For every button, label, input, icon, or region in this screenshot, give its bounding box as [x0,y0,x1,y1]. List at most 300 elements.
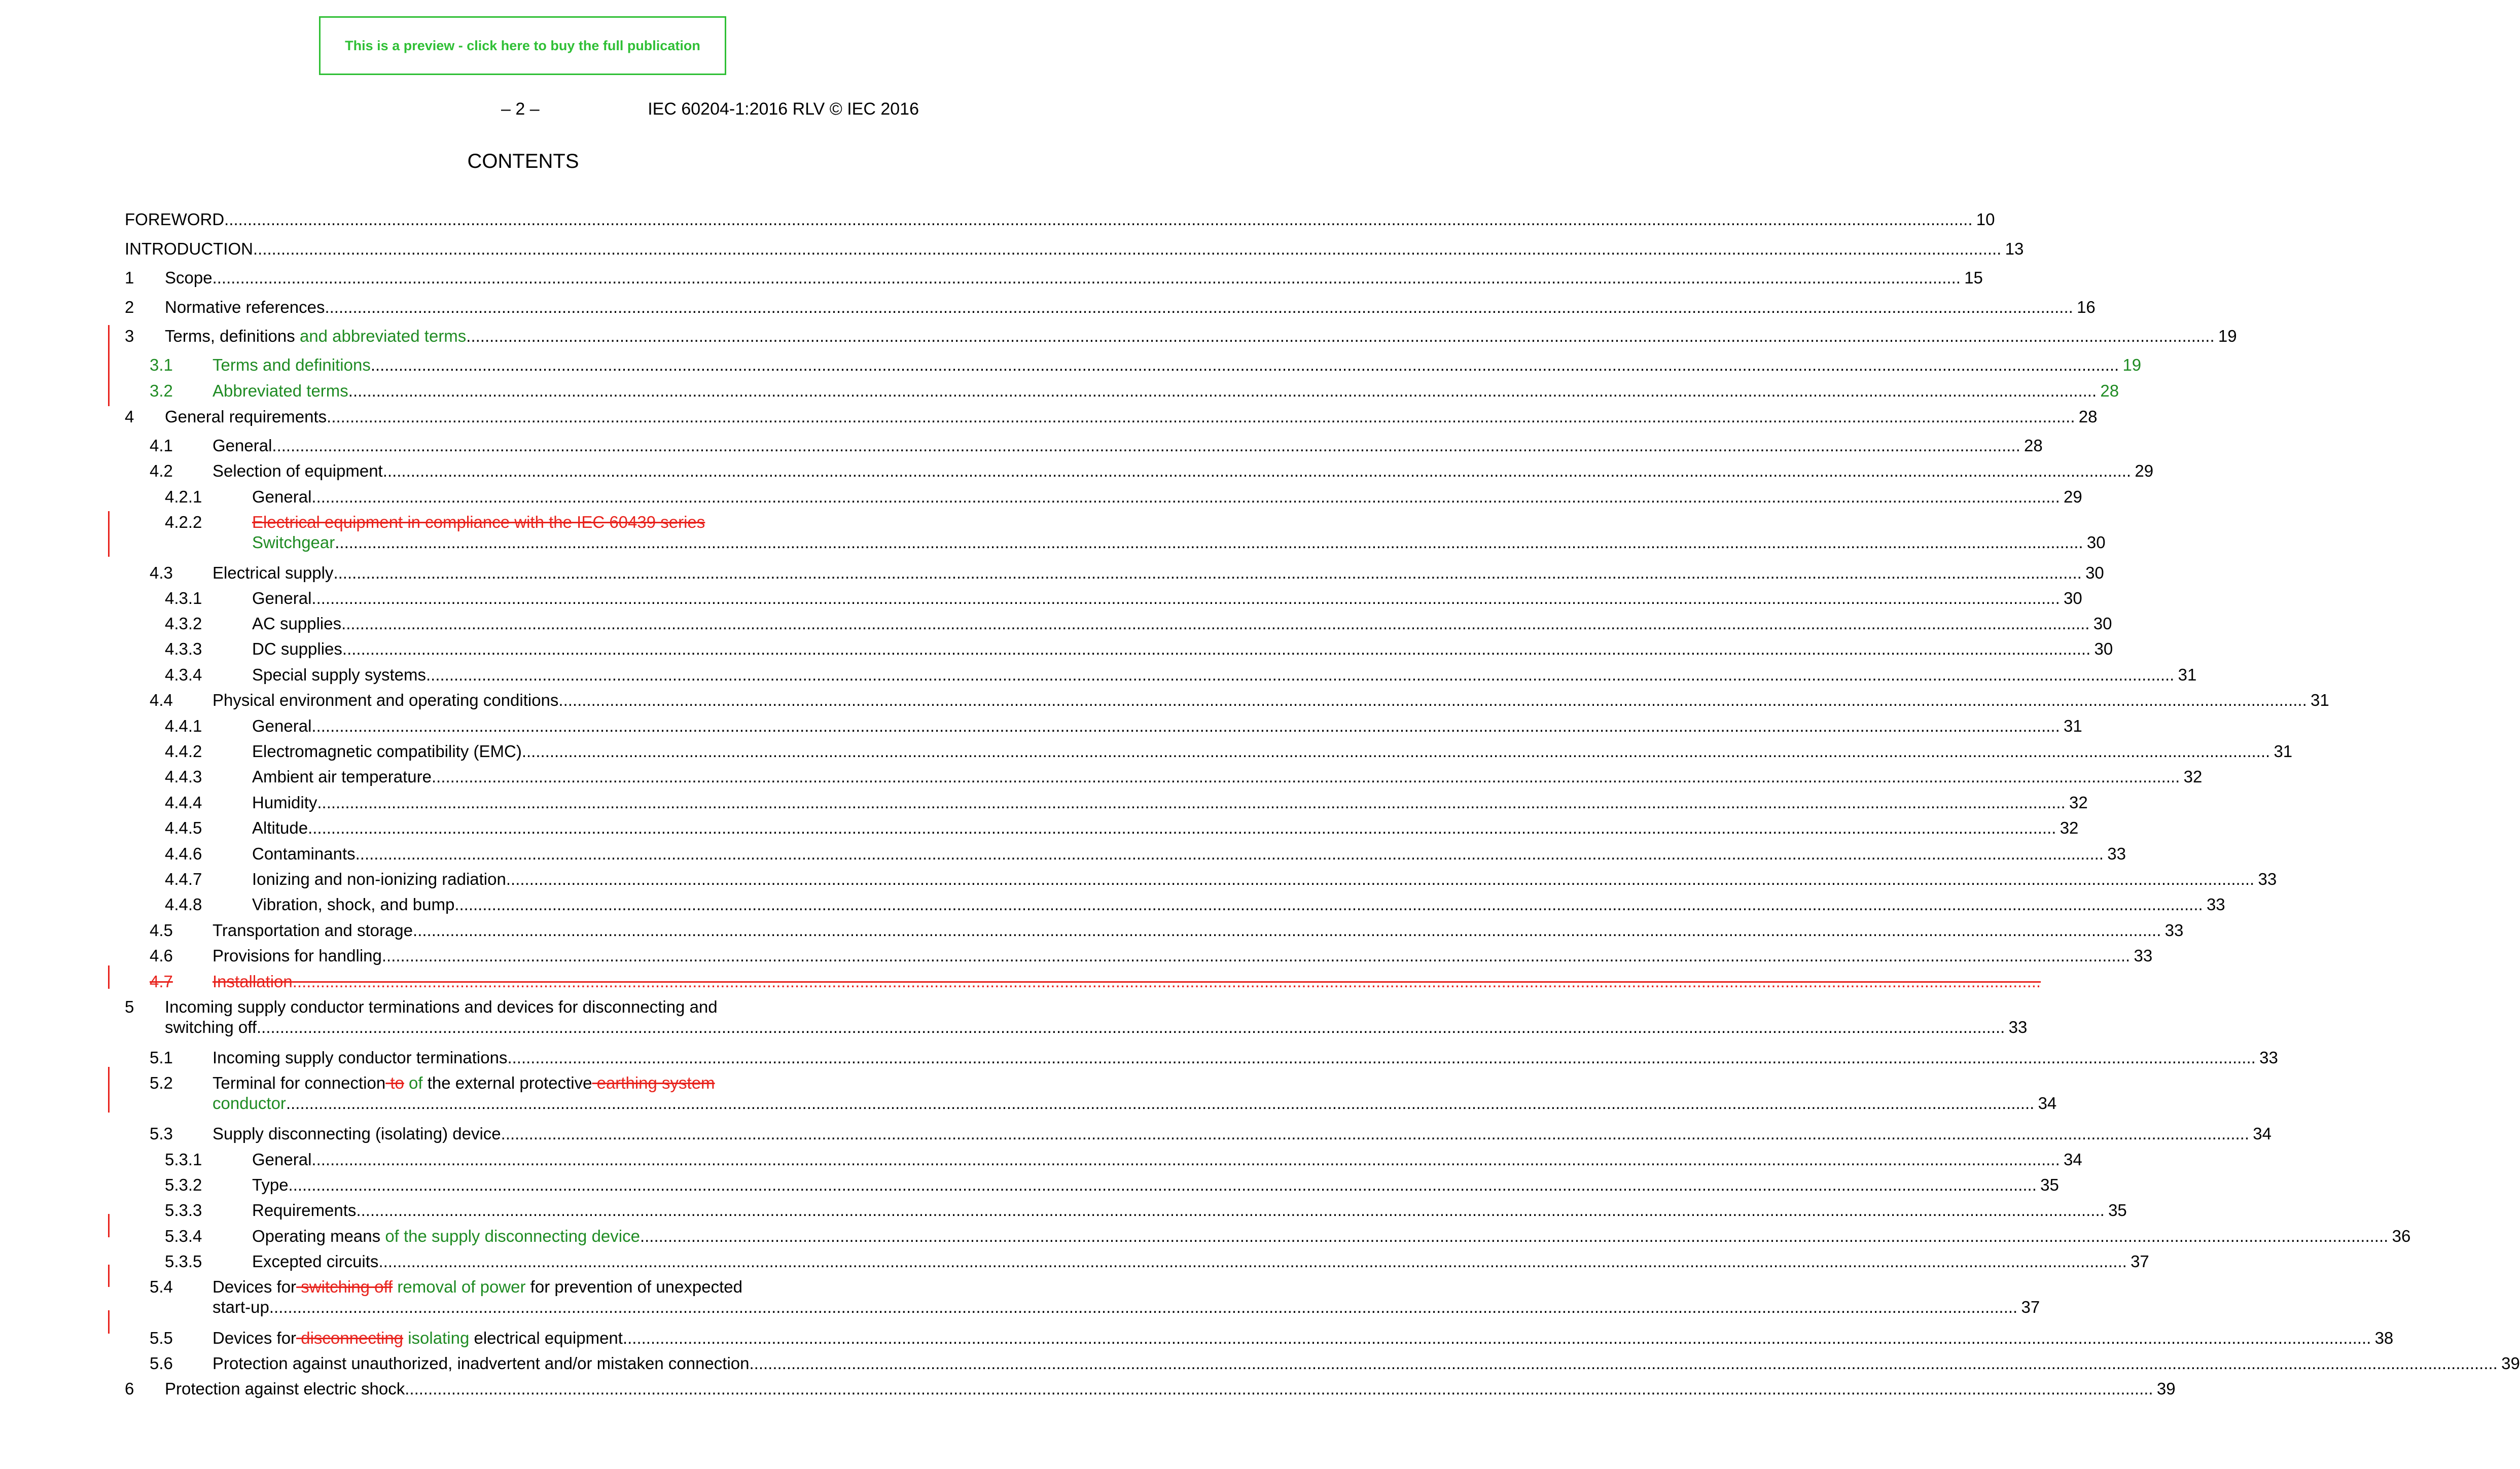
toc-title [212,1093,286,1114]
toc-page-number: 30 [2085,563,2104,582]
toc-title-segment: Vibration, shock, and bump [252,895,455,914]
toc-title [212,972,293,992]
toc-page-number: 28 [2100,381,2119,400]
toc-title [212,461,383,481]
toc-title-segment: Ambient air temperature [252,767,432,786]
toc-entry[interactable] [0,563,2104,583]
toc-title [212,920,413,941]
toc-page-number: 33 [2259,1048,2278,1067]
toc-page-number: 31 [2178,665,2197,684]
toc-title [252,894,454,915]
toc-title [212,1328,623,1348]
toc-entry[interactable] [0,1048,2278,1068]
toc-page-number: 33 [2206,895,2225,914]
dot-leader: ........................................................................................................................................................................................................................................................................................................................................................................................ [432,767,2180,786]
toc-page-number: 34 [2253,1124,2271,1143]
toc-title [252,1226,640,1246]
toc-title-segment: Excepted circuits [252,1252,379,1271]
dot-leader: ........................................................................................................................................................................................................................................................................................................................................................................................ [640,1227,2389,1245]
toc-line [165,297,2096,317]
dot-leader: ........................................................................................................................................................................................................................................................................................................................................................................................ [272,436,2020,455]
dot-leader: ........................................................................................................................................................................................................................................................................................................................................................................................ [622,1329,2371,1347]
toc-number: 4.4.2 [165,742,202,761]
toc-page-number: 35 [2040,1175,2059,1194]
toc-title-segment: earthing system [592,1073,715,1092]
toc-line [165,1017,2028,1037]
toc-entry[interactable] [0,1175,2059,1195]
toc-number: 5.3.3 [165,1201,202,1220]
toc-page-number: 32 [2069,793,2088,812]
toc-title [165,997,718,1017]
toc-title-segment: Provisions for handling [212,946,382,965]
toc-entry[interactable] [0,1353,2520,1374]
toc-title-segment: Abbreviated terms [212,381,348,400]
toc-title-segment: Terminal for connection [212,1073,386,1092]
toc-page-number: 31 [2274,742,2293,761]
dot-leader: ........................................................................................................................................................................................................................................................................................................................................................................................ [356,1201,2105,1220]
toc-number: 5.2 [150,1073,173,1092]
toc-entry[interactable] [0,818,2079,838]
toc-line [212,1093,2057,1114]
toc-line [165,268,1983,288]
toc-number: 5.3.2 [165,1175,202,1194]
toc-title-segment: start-up [212,1298,269,1316]
toc-number: 5.3.1 [165,1150,202,1169]
toc-title [252,869,506,889]
toc-line [252,1150,2082,1170]
toc-title [212,690,558,710]
toc-page-number: 37 [2021,1298,2040,1316]
buy-full-publication-link[interactable] [319,16,726,75]
toc-number: 4.1 [150,436,173,455]
toc-number: 4.4.7 [165,870,202,888]
toc-page-number: 33 [2164,921,2184,940]
dot-leader: ........................................................................................................................................................................................................................................................................................................................................................................................ [425,665,2175,684]
toc-line [165,326,2237,346]
toc-title-segment: switching off [296,1277,393,1296]
toc-number: 5.3.4 [165,1227,202,1245]
toc-title [212,1048,507,1068]
toc-line [212,1328,2394,1348]
toc-title-segment: General [252,589,312,607]
toc-title-segment: Protection against unauthorized, inadvertent and/or mistaken connection [212,1354,750,1373]
dot-leader: ........................................................................................................................................................................................................................................................................................................................................................................................ [311,487,2060,506]
toc-number: 4.2 [150,461,173,480]
toc-title-segment: General [252,487,312,506]
toc-page-number: 37 [2131,1252,2149,1271]
toc-entry[interactable] [0,461,2154,481]
toc-number: 5 [125,997,134,1016]
dot-leader: ........................................................................................................................................................................................................................................................................................................................................................................................ [348,381,2097,400]
toc-number: 4.3.3 [165,639,202,658]
toc-entry[interactable] [0,532,2106,553]
toc-entry[interactable] [0,972,2041,992]
toc-title-segment: for prevention of unexpected [525,1277,742,1296]
toc-line [252,487,2082,507]
toc-page-number: 31 [2311,691,2329,709]
dot-leader: ........................................................................................................................................................................................................................................................................................................................................................................................ [370,355,2119,374]
toc-entry[interactable] [0,741,2293,762]
toc-entry[interactable] [0,1200,2127,1221]
dot-leader: ........................................................................................................................................................................................................................................................................................................................................................................................ [355,844,2104,863]
toc-title [125,209,224,230]
toc-title [165,1017,257,1037]
toc-title [212,1277,742,1297]
toc-page-number: 28 [2078,407,2098,426]
toc-title-segment: Ionizing and non-ionizing radiation [252,870,506,888]
toc-title [212,563,333,583]
toc-page-number: 15 [1964,268,1983,287]
toc-entry[interactable] [0,946,2153,966]
toc-title [252,532,335,553]
toc-title [212,1353,750,1374]
toc-page-number: 32 [2183,767,2203,786]
toc-title [165,268,212,288]
toc-page-number: 19 [2122,355,2142,374]
toc-title-segment: Type [252,1175,289,1194]
toc-page-number: 33 [2008,1018,2028,1036]
toc-title-segment: Electrical equipment in compliance with the IEC 60439 series [252,513,705,531]
toc-entry[interactable] [0,239,2024,259]
toc-entry[interactable] [0,355,2142,375]
dot-leader: ........................................................................................................................................................................................................................................................................................................................................................................................ [325,298,2073,316]
toc-line [252,818,2079,838]
toc-entry[interactable] [0,297,2096,317]
toc-entry[interactable] [0,1226,2411,1246]
toc-title-segment: General [252,1150,312,1169]
toc-title-segment: Special supply systems [252,665,426,684]
toc-page-number: 30 [2086,533,2106,552]
dot-leader: ........................................................................................................................................................................................................................................................................................................................................................................................ [506,870,2255,888]
toc-line [252,1200,2127,1221]
toc-entry[interactable] [0,1150,2082,1170]
toc-page-number: 19 [2218,327,2237,345]
toc-line [212,381,2119,401]
toc-title-segment: Transportation and storage [212,921,413,940]
dot-leader: ........................................................................................................................................................................................................................................................................................................................................................................................ [317,793,2066,812]
dot-leader: ........................................................................................................................................................................................................................................................................................................................................................................................ [378,1252,2127,1271]
toc-title-segment: the external protective [422,1073,592,1092]
toc-line [125,239,2024,259]
dot-leader: ........................................................................................................................................................................................................................................................................................................................................................................................ [212,268,1961,287]
toc-entry[interactable] [0,588,2082,608]
dot-leader: ........................................................................................................................................................................................................................................................................................................................................................................................ [558,691,2307,709]
toc-entry[interactable] [0,1379,2176,1399]
toc-number: 3.2 [150,381,173,400]
toc-number: 4 [125,407,134,426]
toc-number: 4.5 [150,921,173,940]
toc-title-segment: INTRODUCTION [125,239,253,258]
toc-line [212,1073,924,1093]
toc-entry[interactable] [0,639,2113,659]
toc-entry[interactable] [0,1328,2394,1348]
toc-line [252,1251,2149,1272]
toc-number: 5.3.5 [165,1252,202,1271]
toc-line [212,1353,2520,1374]
toc-number: 5.5 [150,1329,173,1347]
dot-leader: ........................................................................................................................................................................................................................................................................................................................................................................................ [413,921,2161,940]
dot-leader: ........................................................................................................................................................................................................................................................................................................................................................................................ [311,1150,2060,1169]
dot-leader: ........................................................................................................................................................................................................................................................................................................................................................................................ [521,742,2270,761]
toc-line [212,1048,2278,1068]
toc-title-segment: General [252,716,312,735]
toc-title-segment: DC supplies [252,639,342,658]
toc-title-segment: electrical equipment [469,1329,623,1347]
toc-title [252,512,705,532]
toc-title [252,588,311,608]
toc-number: 4.4.3 [165,767,202,786]
toc-page-number: 38 [2374,1329,2394,1347]
toc-title-segment: conductor [212,1094,286,1113]
toc-number: 1 [125,268,134,287]
dot-leader: ........................................................................................................................................................................................................................................................................................................................................................................................ [286,1094,2035,1113]
toc-line [252,716,2082,736]
toc-number: 5.3 [150,1124,173,1143]
toc-line [165,407,2098,427]
toc-entry[interactable] [0,1017,2028,1037]
toc-entry[interactable] [0,1251,2149,1272]
toc-title [252,1200,356,1221]
toc-entry[interactable] [0,869,2277,889]
toc-number: 4.3.2 [165,614,202,633]
page-title: CONTENTS [467,150,579,172]
toc-page-number: 32 [2060,818,2079,837]
toc-title [252,1150,311,1170]
toc-title-segment: and abbreviated terms [299,327,467,345]
toc-title-segment: Switchgear [252,533,335,552]
dot-leader: ........................................................................................................................................................................................................................................................................................................................................................................................ [333,563,2082,582]
dot-leader: ........................................................................................................................................................................................................................................................................................................................................................................................ [288,1175,2037,1194]
toc-title-segment: Contaminants [252,844,356,863]
toc-number: 4.3.4 [165,665,202,684]
toc-title [252,614,341,634]
toc-title-segment: Terms, definitions [165,327,300,345]
dot-leader: ........................................................................................................................................................................................................................................................................................................................................................................................ [341,614,2090,633]
toc-title-segment: Physical environment and operating conditions [212,691,559,709]
toc-page-number: 33 [2134,946,2153,965]
toc-line [252,793,2088,813]
toc-entry[interactable] [0,920,2184,941]
toc-entry[interactable] [0,665,2197,685]
toc-entry[interactable] [0,767,2203,787]
toc-number: 3 [125,327,134,345]
toc-page-number: 36 [2392,1227,2411,1245]
toc-title-segment: Electromagnetic compatibility (EMC) [252,742,522,761]
toc-number: 4.4.1 [165,716,202,735]
toc-title [212,1073,715,1093]
toc-page-number [2043,972,2063,992]
toc-number: 5.6 [150,1354,173,1373]
toc-title-segment: Altitude [252,818,308,837]
toc-title-segment: isolating [403,1329,470,1347]
toc-title [252,665,426,685]
toc-line [252,512,924,532]
toc-line [252,1226,2411,1246]
toc-title-segment: switching off [165,1018,257,1036]
toc-title [252,639,342,659]
toc-title [252,487,311,507]
toc-entry[interactable] [0,1297,2040,1317]
banner-text: This is a preview - click here to buy the full publication [345,38,700,53]
toc-line [212,946,2153,966]
toc-title-segment: Electrical supply [212,563,334,582]
toc-page-number: 10 [1976,210,1995,229]
toc-title-segment: FOREWORD [125,210,225,229]
toc-title-segment: Incoming supply conductor terminations [212,1048,508,1067]
toc-number: 4.4.8 [165,895,202,914]
toc-number: 4.4.5 [165,818,202,837]
dot-leader: ........................................................................................................................................................................................................................................................................................................................................................................................ [749,1354,2498,1373]
toc-page-number: 30 [2064,589,2082,607]
toc-title-segment: Installation [212,972,293,991]
toc-title-segment: Humidity [252,793,317,812]
toc-title-segment: Supply disconnecting (isolating) device [212,1124,501,1143]
dot-leader: ........................................................................................................................................................................................................................................................................................................................................................................................ [292,972,2041,991]
toc-entry[interactable] [0,1073,1039,1093]
toc-entry[interactable] [0,1093,2057,1114]
toc-line [212,563,2104,583]
toc-title [212,381,348,401]
toc-title [212,1124,501,1144]
dot-leader: ........................................................................................................................................................................................................................................................................................................................................................................................ [224,210,1973,229]
toc-entry[interactable] [0,793,2088,813]
toc-page-number: 30 [2093,614,2112,633]
toc-title [165,326,466,346]
toc-title-segment: Requirements [252,1201,357,1220]
toc-line [252,741,2293,762]
toc-title-segment: Incoming supply conductor terminations and devices for disconnecting and [165,997,718,1016]
toc-number: 4.4.6 [165,844,202,863]
toc-line [252,639,2113,659]
toc-entry[interactable] [0,894,2225,915]
toc-line [252,665,2197,685]
toc-title-segment: Operating means [252,1227,385,1245]
toc-page-number: 39 [2156,1379,2176,1398]
toc-page-number: 29 [2064,487,2082,506]
toc-entry[interactable] [0,1124,2271,1144]
dot-leader: ........................................................................................................................................................................................................................................................................................................................................................................................ [454,895,2203,914]
toc-entry[interactable] [0,1277,1039,1297]
toc-entry[interactable] [0,381,2119,401]
toc-line [212,1297,2040,1317]
dot-leader: ........................................................................................................................................................................................................................................................................................................................................................................................ [311,716,2060,735]
toc-title [165,297,325,317]
toc-page-number: 13 [2005,239,2024,258]
toc-entry[interactable] [0,614,2112,634]
toc-entry[interactable] [0,209,1995,230]
page-number: – 2 – [501,99,540,119]
toc-title-segment: General requirements [165,407,327,426]
toc-title [212,355,371,375]
toc-title [252,793,317,813]
toc-title-segment: General [212,436,272,455]
toc-number: 4.6 [150,946,173,965]
dot-leader: ........................................................................................................................................................................................................................................................................................................................................................................................ [269,1298,2018,1316]
toc-line [252,614,2112,634]
toc-title [252,716,311,736]
toc-line [212,920,2184,941]
toc-title-segment: disconnecting [296,1329,404,1347]
toc-title [252,767,432,787]
toc-title [252,844,356,864]
dot-leader: ........................................................................................................................................................................................................................................................................................................................................................................................ [335,533,2083,552]
toc-title-segment: to [385,1073,404,1092]
toc-entry[interactable] [0,512,1039,532]
dot-leader: ........................................................................................................................................................................................................................................................................................................................................................................................ [382,461,2132,480]
toc-line [212,690,2329,710]
toc-page-number: 39 [2501,1354,2520,1373]
toc-title [212,436,272,456]
toc-entry[interactable] [0,436,2043,456]
dot-leader: ........................................................................................................................................................................................................................................................................................................................................................................................ [507,1048,2256,1067]
toc-entry[interactable] [0,716,2082,736]
dot-leader: ........................................................................................................................................................................................................................................................................................................................................................................................ [308,818,2056,837]
toc-page-number: 16 [2077,298,2096,316]
toc-number: 4.3 [150,563,173,582]
toc-line [252,532,2106,553]
toc-title-segment: Devices for [212,1329,297,1347]
toc-title [252,1175,289,1195]
document-reference: IEC 60204-1:2016 RLV © IEC 2016 [648,99,919,119]
toc-page-number: 30 [2094,639,2113,658]
toc-title [252,818,308,838]
toc-line [165,1379,2176,1399]
toc-title-segment: of the supply disconnecting device [385,1227,640,1245]
toc-number: 4.7 [150,972,173,991]
toc-page-number: 28 [2024,436,2043,455]
toc-number: 4.2.2 [165,513,202,531]
dot-leader: ........................................................................................................................................................................................................................................................................................................................................................................................ [256,1018,2005,1036]
toc-title [252,1251,378,1272]
toc-entry[interactable] [0,326,2237,346]
toc-entry[interactable] [0,268,1983,288]
toc-page-number: 35 [2108,1201,2127,1220]
toc-title-segment: AC supplies [252,614,342,633]
toc-line [212,1277,924,1297]
dot-leader: ........................................................................................................................................................................................................................................................................................................................................................................................ [466,327,2215,345]
toc-line [212,972,2041,992]
toc-line [252,894,2225,915]
toc-title [165,407,327,427]
toc-line [212,461,2154,481]
toc-number: 5.4 [150,1277,173,1296]
toc-page-number: 31 [2064,716,2082,735]
toc-line [252,1175,2059,1195]
toc-title-segment: Scope [165,268,212,287]
toc-title [125,239,253,259]
toc-entry[interactable] [0,844,2126,864]
toc-line [252,767,2203,787]
toc-entry[interactable] [0,690,2329,710]
dot-leader: ........................................................................................................................................................................................................................................................................................................................................................................................ [405,1379,2153,1398]
toc-page-number: 33 [2258,870,2277,888]
dot-leader: ........................................................................................................................................................................................................................................................................................................................................................................................ [342,639,2091,658]
toc-line [212,1124,2271,1144]
toc-entry[interactable] [0,407,2098,427]
toc-title-segment: removal of power [393,1277,526,1296]
toc-number: 2 [125,298,134,316]
toc-entry[interactable] [0,997,1039,1017]
toc-title-segment: Protection against electric shock [165,1379,405,1398]
toc-page-number: 34 [2038,1094,2057,1113]
toc-title [212,946,382,966]
toc-title-segment: Selection of equipment [212,461,383,480]
dot-leader: ........................................................................................................................................................................................................................................................................................................................................................................................ [327,407,2075,426]
toc-number: 4.4 [150,691,173,709]
toc-title [252,741,522,762]
toc-line [252,844,2126,864]
toc-entry[interactable] [0,487,2082,507]
